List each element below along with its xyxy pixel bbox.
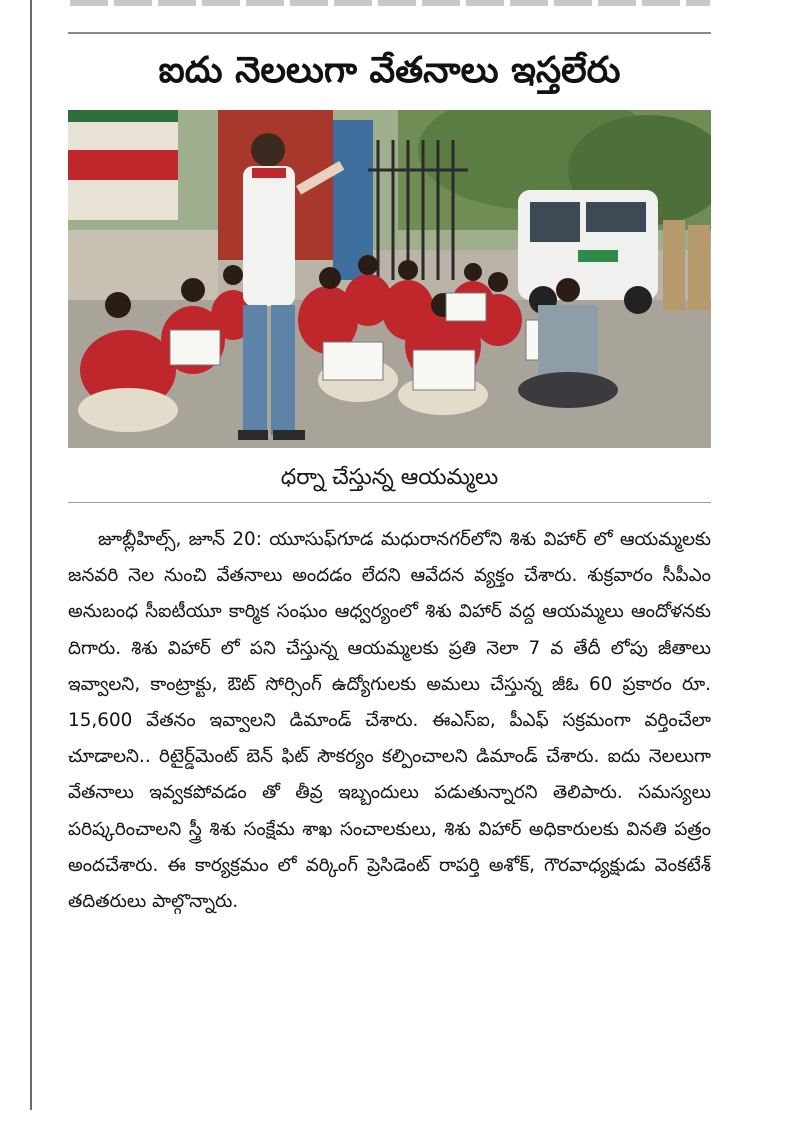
caption-divider [68, 502, 711, 503]
article-body: జూబ్లీహిల్స్, జూన్ 20: యూసుఫ్‌గూడ మధురానగర్‌లోని శిశు విహార్ లో ఆయమ్మలకు జనవరి నెల నుంచి వేతనాలు అందడం లేదని ఆవేదన వ్యక్తం చేశారు. శుక్రవారం సీపీఎం అనుబంధ సీఐటీయూ కార్మిక సంఘం ఆధ్వర్యంలో శిశు విహార్ వద్ద ఆయమ్మలు ఆందోళనకు దిగారు. శిశు విహార్ లో పని చేస్తున్న ఆయమ్మలకు ప్రతి నెలా 7 వ తేదీ లోపు జీతాలు ఇవ్వాలని, కాంట్రాక్టు, ఔట్ సోర్సింగ్ ఉద్యోగులకు అమలు చేస్తున్న జీఓ 60 ప్రకారం రూ. 15,600 వేతనం ఇవ్వాలని డిమాండ్ చేశారు. ఈఎస్ఐ, పీఎఫ్ సక్రమంగా వర్తించేలా చూడాలని.. రిటైర్డ్‌మెంట్ బెన్ ఫిట్ సౌకర్యం కల్పించాలని డిమాండ్ చేశారు. ఐదు నెలలుగా వేతనాలు ఇవ్వకపోవడం తో తీవ్ర ఇబ్బందులు పడుతున్నారని తెలిపారు. సమస్యలు పరిష్కరించాలని స్త్రీ శిశు సంక్షేమ శాఖ సంచాలకులు, శిశు విహార్ అధికారులకు వినతి పత్రం అందచేశారు. ఈ కార్యక్రమం లో వర్కింగ్ ప్రెసిడెంట్ రాపర్తి అశోక్, గౌరవాధ్యక్షుడు వెంకటేశ్ తదితరులు పాల్గొన్నారు. [68, 529, 711, 913]
column-border-line [30, 0, 32, 1110]
protest-photo [68, 110, 711, 448]
article-headline: ఐదు నెలలుగా వేతనాలు ఇస్తలేరు [158, 50, 621, 91]
headline-top-rule [68, 32, 711, 34]
previous-article-fragment [70, 0, 710, 6]
photo-caption: ధర్నా చేస్తున్న ఆయమ్మలు [280, 465, 499, 490]
